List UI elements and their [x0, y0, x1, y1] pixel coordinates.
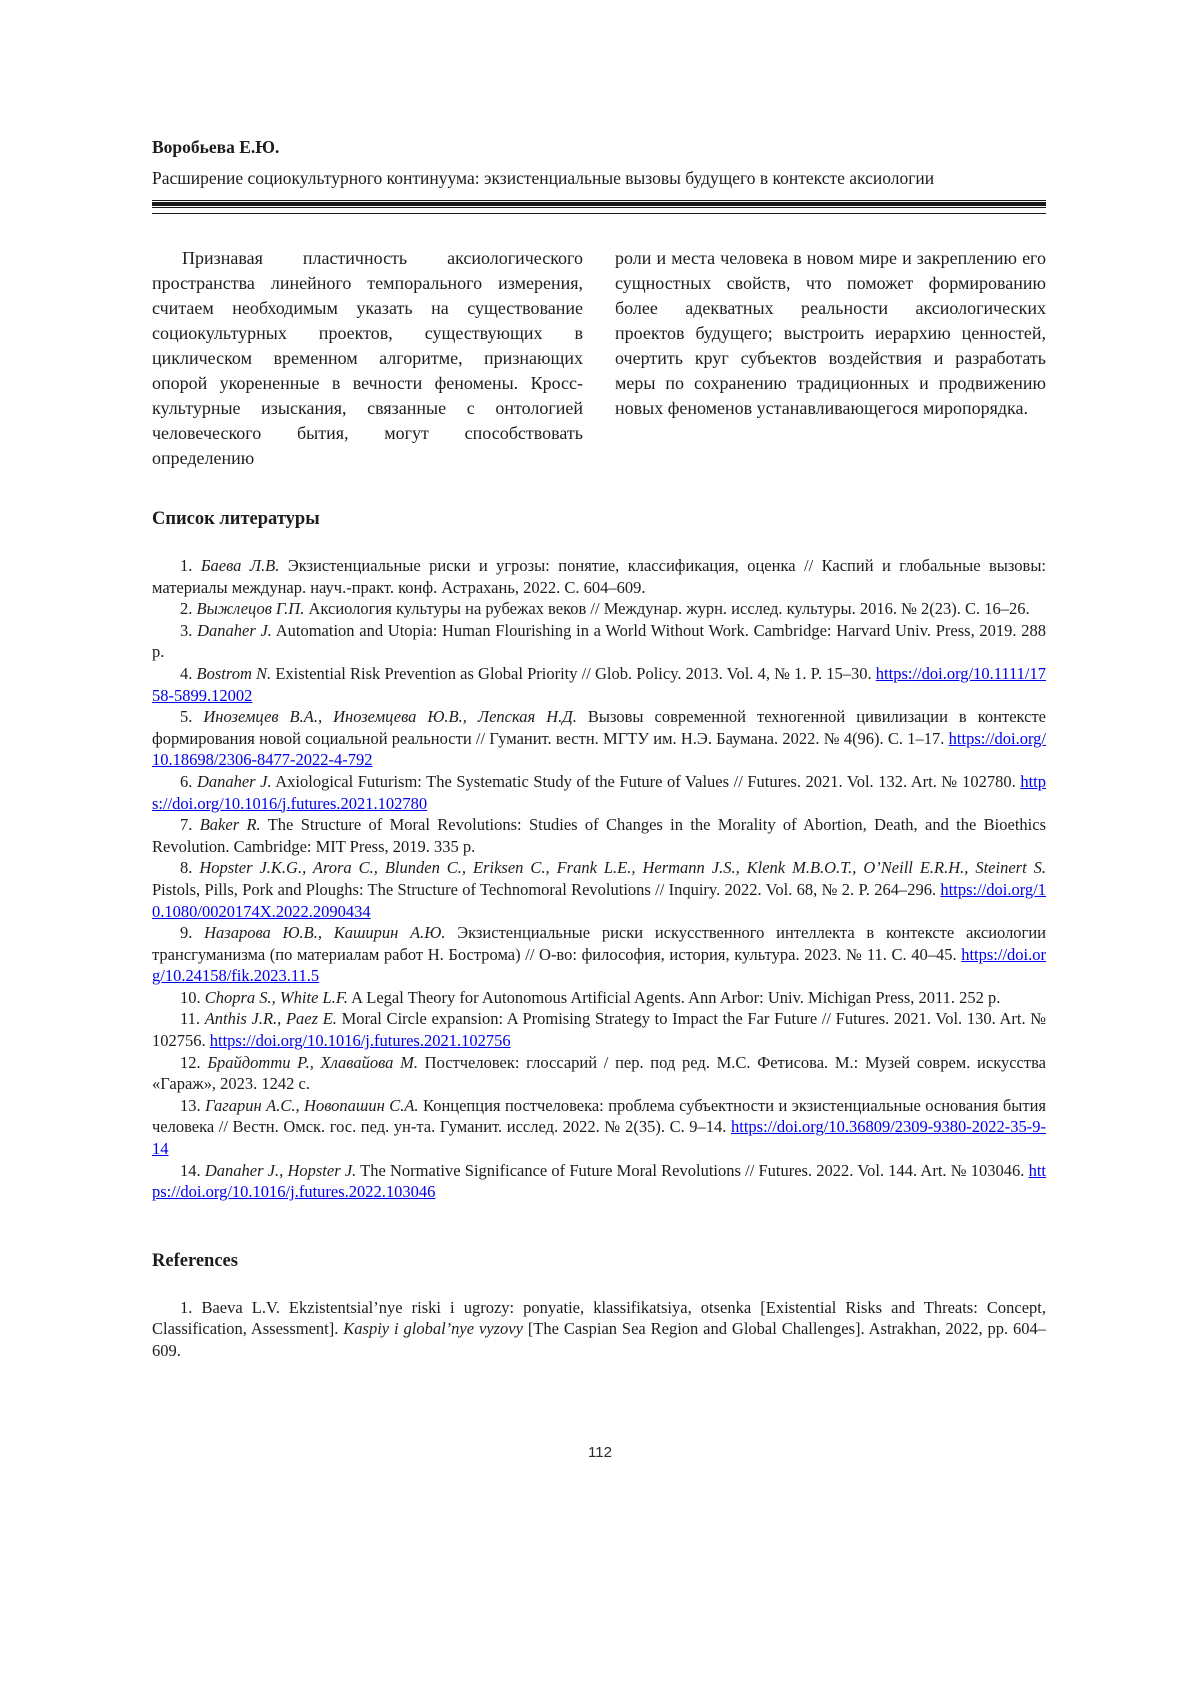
body-paragraph-right: роли и места человека в новом мире и закреплению его сущностных свойств, что поможет формированию более адекватных реальности аксиологических проектов будущего; выстроить иерархию ценностей, очертить круг субъектов воздействия и разработать меры по сохранению традиционных и продвижению новых феноменов устанавливающегося миропорядка.	[615, 248, 1046, 418]
page-content	[152, 0, 1046, 1362]
reference-text: 3.	[180, 620, 198, 640]
reference-text: 7.	[180, 815, 200, 835]
reference-authors: Baker R.	[199, 815, 261, 835]
reference-text: 4.	[180, 663, 197, 683]
reference-item	[152, 706, 1046, 771]
reference-text: Automation and Utopia: Human Flourishing in a World Without Work. Cambridge: Harvard Univ. Press, 2019. 288 p.	[152, 620, 1047, 662]
body-column-left	[152, 246, 583, 471]
reference-text: 1. Baeva L.V. Ekzistentsial’nye riski i ugrozy: ponyatie, klassifikatsiya, otsenka [Existential Risks and Threats: Concept, Classification, Assessment].	[152, 1297, 1046, 1339]
reference-authors: Гагарин А.С., Новопашин С.А.	[205, 1095, 419, 1115]
reference-text: 10.	[180, 987, 205, 1007]
running-head-author: Воробьева Е.Ю.	[152, 137, 280, 157]
reference-item	[152, 1052, 1046, 1095]
doi-link[interactable]: https://doi.org/10.1080/0020174X.2022.2090434	[152, 879, 1046, 921]
reference-authors: Назарова Ю.В., Каширин А.Ю.	[204, 923, 446, 943]
doi-link[interactable]: https://doi.org/10.24158/fik.2023.11.5	[152, 944, 1046, 986]
reference-text: A Legal Theory for Autonomous Artificial Agents. Ann Arbor: Univ. Michigan Press, 2011. 252 p.	[347, 987, 1001, 1007]
reference-authors: Anthis J.R., Paez E.	[204, 1009, 337, 1029]
doi-link[interactable]: https://doi.org/10.1016/j.futures.2021.102756	[209, 1031, 511, 1051]
reference-text: 13.	[180, 1095, 206, 1115]
doi-link[interactable]: https://doi.org/10.1111/1758-5899.12002	[152, 663, 1046, 705]
reference-item	[152, 857, 1046, 922]
reference-text: Экзистенциальные риски искусственного интеллекта в контексте аксиологии трансгуманизма (по материалам работ Н. Бострома) // О-во: философия, история, культура. 2023. № 11. С. 40–45.	[152, 923, 1046, 964]
reference-text: Экзистенциальные риски и угрозы: понятие, классификация, оценка // Каспий и глобальные вызовы: материалы междунар. науч.-практ. конф. Астрахань, 2022. С. 604–609.	[152, 556, 1046, 597]
reference-text: Концепция постчеловека: проблема субъектности и экзистенциальные основания бытия человека // Вестн. Омск. гос. пед. ун-та. Гуманит. исслед. 2022. № 2(35). С. 9–14.	[152, 1095, 1046, 1137]
reference-authors: Kaspiy i global’nye vyzovy	[343, 1319, 523, 1339]
reference-item	[152, 598, 1046, 620]
reference-authors: Danaher J.	[196, 771, 272, 791]
reference-authors: Danaher J., Hopster J.	[204, 1160, 357, 1180]
page-number: 112	[588, 1444, 612, 1461]
reference-text: 6.	[180, 771, 197, 791]
reference-authors: Брайдотти Р., Хлавайова М.	[207, 1052, 418, 1072]
doi-link[interactable]: https://doi.org/10.18698/2306-8477-2022-4-792	[152, 728, 1046, 770]
reference-text: 1.	[180, 556, 201, 575]
reference-authors: Баева Л.В.	[200, 556, 280, 575]
reference-text: 11.	[180, 1009, 205, 1029]
reference-item	[152, 555, 1046, 598]
reference-text: 5.	[180, 707, 204, 727]
reference-authors: Hopster J.K.G., Arora C., Blunden C., Eriksen C., Frank L.E., Hermann J.S., Klenk M.B.O.T., O’Neill E.R.H., Steinert S.	[199, 858, 1047, 878]
body-column-right	[615, 246, 1046, 471]
reference-text: Вызовы современной техногенной цивилизации в контексте формирования новой социальной реальности // Гуманит. вестн. МГТУ им. Н.Э. Баумана. 2022. № 4(96). С. 1–17.	[152, 707, 1046, 748]
references-heading: References	[152, 1250, 238, 1271]
header-rule-thin-mid	[152, 207, 1046, 208]
reference-text: 14.	[180, 1160, 205, 1180]
reference-text: Axiological Futurism: The Systematic Study of the Future of Values // Futures. 2021. Vol. 132. Art. № 102780.	[271, 771, 1021, 791]
header-rule-thin-bottom	[152, 213, 1046, 214]
body-paragraph-left: Признавая пластичность аксиологического пространства линейного темпорального измерения, считаем необходимым указать на существование социокультурных проектов, существующих в циклическом временном алгоритме, признающих опорой укорененные в вечности феномены. Кросс-культурные изыскания, связанные с онтологией человеческого бытия, могут способствовать определению	[152, 248, 583, 468]
reference-authors: Bostrom N.	[196, 663, 272, 683]
reference-text: 2.	[180, 599, 197, 619]
body-text	[152, 246, 1046, 471]
reference-authors: Danaher J.	[197, 620, 272, 640]
reference-text: Аксиология культуры на рубежах веков // Междунар. журн. исслед. культуры. 2016. № 2(23). С. 16–26.	[304, 599, 1030, 619]
header-rule	[152, 200, 1046, 214]
reference-item	[152, 814, 1046, 857]
running-head-title: Расширение социокультурного континуума: экзистенциальные вызовы будущего в контексте аксиологии	[152, 168, 935, 188]
reference-text: [The Caspian Sea Region and Global Challenges]. Astrakhan, 2022, pp. 604–609.	[152, 1319, 1046, 1360]
reference-item	[152, 620, 1046, 663]
reference-text: Moral Circle expansion: A Promising Strategy to Impact the Far Future // Futures. 2021. Vol. 130. Art. № 102756.	[152, 1009, 1046, 1051]
bibliography-list	[152, 555, 1046, 1203]
reference-item	[152, 1095, 1046, 1160]
reference-item	[152, 987, 1046, 1009]
reference-text: 8.	[180, 858, 200, 878]
reference-text: Pistols, Pills, Pork and Ploughs: The Structure of Technomoral Revolutions // Inquiry. 2022. Vol. 68, № 2. P. 264–296.	[152, 879, 941, 899]
reference-item	[152, 1008, 1046, 1051]
doi-link[interactable]: https://doi.org/10.36809/2309-9380-2022-35-9-14	[152, 1117, 1046, 1159]
reference-item	[152, 771, 1046, 814]
reference-authors: Chopra S., White L.F.	[204, 987, 348, 1007]
doi-link[interactable]: https://doi.org/10.1016/j.futures.2021.102780	[152, 771, 1046, 813]
reference-item	[152, 663, 1046, 706]
doi-link[interactable]: https://doi.org/10.1016/j.futures.2022.103046	[152, 1160, 1046, 1202]
header-rule-thin-top	[152, 200, 1046, 201]
reference-text: Постчеловек: глоссарий / пер. под ред. М.С. Фетисова. М.: Музей соврем. искусства «Гараж», 2023. 1242 с.	[152, 1052, 1046, 1094]
reference-item	[152, 1160, 1046, 1203]
reference-text: 9.	[180, 923, 205, 943]
reference-text: Existential Risk Prevention as Global Priority // Glob. Policy. 2013. Vol. 4, № 1. P. 15–30.	[271, 663, 876, 683]
reference-authors: Выжлецов Г.П.	[196, 599, 305, 619]
bibliography-heading: Список литературы	[152, 509, 320, 529]
header-rule-thick	[152, 202, 1046, 206]
reference-item	[152, 922, 1046, 987]
references-list	[152, 1297, 1046, 1362]
reference-text: The Normative Significance of Future Moral Revolutions // Futures. 2022. Vol. 144. Art. № 103046.	[356, 1160, 1029, 1180]
reference-text: 12.	[180, 1052, 208, 1072]
reference-authors: Иноземцев В.А., Иноземцева Ю.В., Лепская Н.Д.	[203, 707, 577, 727]
reference-text: The Structure of Moral Revolutions: Studies of Changes in the Morality of Abortion, Death, and the Bioethics Revolution. Cambridge: MIT Press, 2019. 335 p.	[152, 815, 1047, 856]
reference-item	[152, 1297, 1046, 1362]
